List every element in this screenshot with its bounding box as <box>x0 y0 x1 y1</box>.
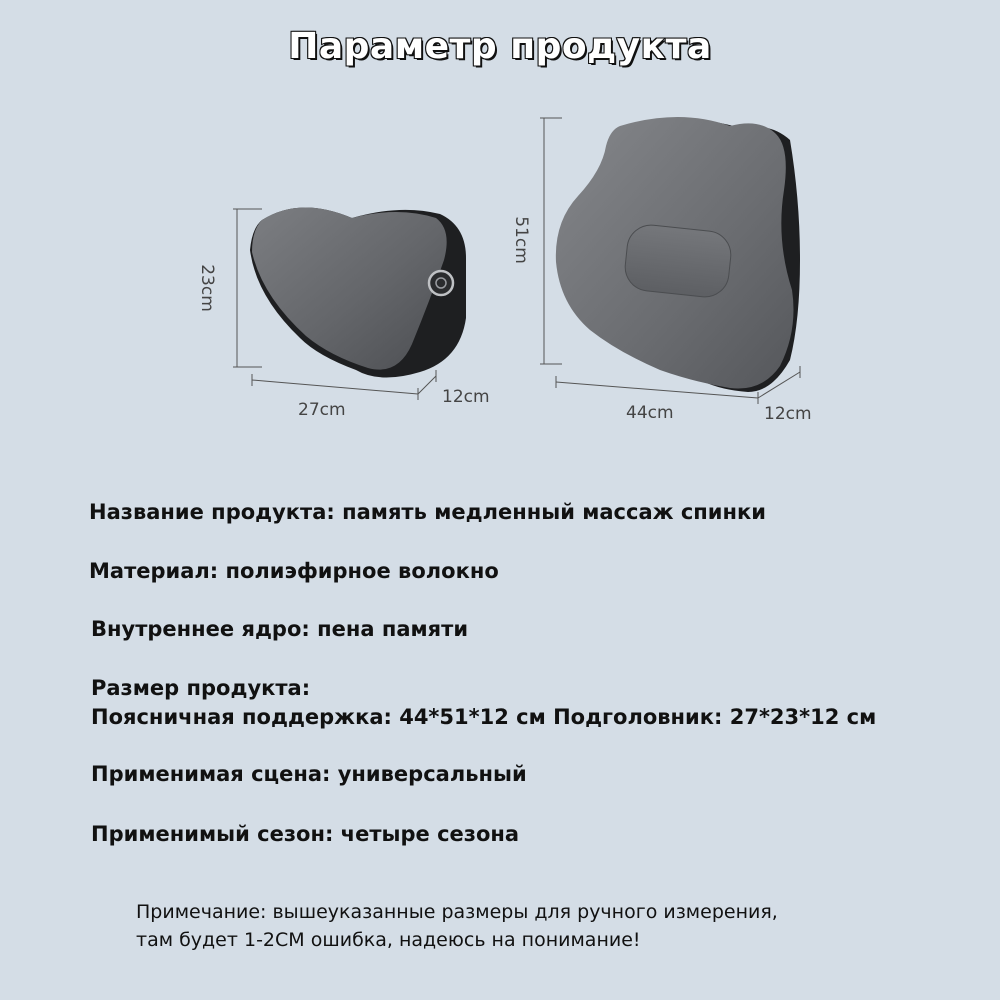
lumbar-height-label: 51cm <box>511 216 531 264</box>
headrest-width-label: 27cm <box>298 400 346 420</box>
product-illustration <box>0 0 1000 470</box>
headrest-depth-label: 12cm <box>442 387 490 407</box>
note-line-1: Примечание: вышеуказанные размеры для ручного измерения, <box>136 901 778 923</box>
headrest-height-label: 23cm <box>197 264 217 312</box>
spec-scene: Применимая сцена: универсальный <box>91 762 527 786</box>
massage-knob-icon <box>429 271 453 295</box>
headrest-pillow <box>250 207 466 377</box>
lumbar-pillow <box>556 117 800 392</box>
lumbar-depth-label: 12cm <box>764 404 812 424</box>
note-line-2: там будет 1-2CM ошибка, надеюсь на понимание! <box>136 929 641 951</box>
spec-size-value: Поясничная поддержка: 44*51*12 см Подголовник: 27*23*12 см <box>91 705 877 729</box>
spec-size-label: Размер продукта: <box>91 676 311 700</box>
lumbar-small-cushion <box>623 223 733 300</box>
measurement-note <box>136 898 778 954</box>
page-title: Параметр продукта <box>288 26 712 67</box>
lumbar-width-label: 44cm <box>626 403 674 423</box>
spec-core: Внутреннее ядро: пена памяти <box>91 617 469 641</box>
spec-season: Применимый сезон: четыре сезона <box>91 822 520 846</box>
spec-material: Материал: полиэфирное волокно <box>89 559 499 583</box>
spec-product-name: Название продукта: память медленный массаж спинки <box>89 500 766 524</box>
